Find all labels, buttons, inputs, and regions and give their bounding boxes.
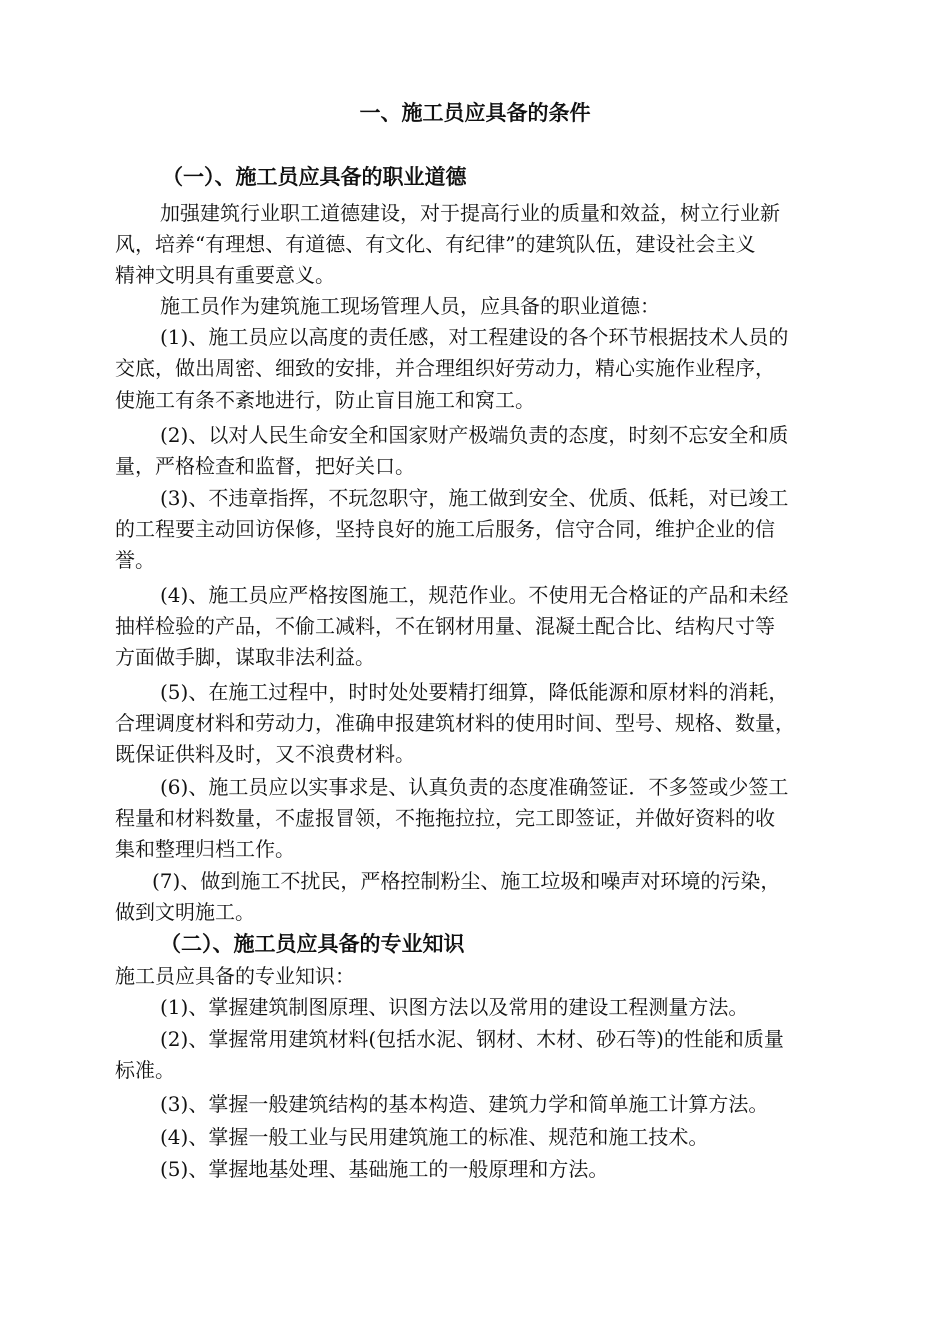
list-item-line: 既保证供料及时，又不浪费材料。: [115, 742, 415, 766]
list-item-line: 使施工有条不紊地进行，防止盲目施工和窝工。: [115, 388, 535, 412]
list-item-line: 程量和材料数量，不虚报冒领，不拖拖拉拉，完工即签证，并做好资料的收: [115, 806, 775, 830]
list-item-line: (4)、掌握一般工业与民用建筑施工的标准、规范和施工技术。: [160, 1125, 709, 1149]
list-item-line: 交底，做出周密、细致的安排，并合理组织好劳动力，精心实施作业程序，: [115, 356, 775, 380]
page-title: 一、施工员应具备的条件: [359, 101, 591, 125]
list-item-line: (3)、掌握一般建筑结构的基本构造、建筑力学和简单施工计算方法。: [160, 1092, 769, 1116]
paragraph-line: 加强建筑行业职工道德建设，对于提高行业的质量和效益，树立行业新: [160, 201, 780, 225]
list-item-line: (5)、掌握地基处理、基础施工的一般原理和方法。: [160, 1157, 609, 1181]
section-heading-ethics: （一）、施工员应具备的职业道德: [162, 165, 467, 189]
list-item-line: (6)、施工员应以实事求是、认真负责的态度准确签证．不多签或少签工: [160, 775, 789, 799]
list-item-line: 做到文明施工。: [115, 900, 255, 924]
list-item-line: 集和整理归档工作。: [115, 837, 295, 861]
list-item-line: (7)、做到施工不扰民，严格控制粉尘、施工垃圾和噪声对环境的污染，: [152, 869, 781, 893]
list-item-line: (5)、在施工过程中，时时处处要精打细算，降低能源和原材料的消耗，: [160, 680, 789, 704]
list-item-line: (3)、不违章指挥，不玩忽职守，施工做到安全、优质、低耗，对已竣工: [160, 486, 789, 510]
list-item-line: 的工程要主动回访保修，坚持良好的施工后服务，信守合同，维护企业的信: [115, 517, 775, 541]
paragraph-line: 施工员应具备的专业知识：: [115, 964, 355, 988]
paragraph-line: 精神文明具有重要意义。: [115, 263, 335, 287]
list-item-line: 合理调度材料和劳动力，准确申报建筑材料的使用时间、型号、规格、数量，: [115, 711, 795, 735]
paragraph-line: 施工员作为建筑施工现场管理人员，应具备的职业道德：: [160, 294, 660, 318]
list-item-line: 抽样检验的产品，不偷工减料，不在钢材用量、混凝土配合比、结构尺寸等: [115, 614, 775, 638]
list-item-line: 方面做手脚，谋取非法利益。: [115, 645, 375, 669]
list-item-line: 标准。: [115, 1058, 175, 1082]
list-item-line: (1)、施工员应以高度的责任感，对工程建设的各个环节根据技术人员的: [160, 325, 789, 349]
list-item-line: (2)、掌握常用建筑材料(包括水泥、钢材、木材、砂石等)的性能和质量: [160, 1027, 784, 1051]
section-heading-knowledge: （二）、施工员应具备的专业知识: [160, 932, 465, 956]
paragraph-line: 风，培养“有理想、有道德、有文化、有纪律”的建筑队伍，建设社会主义: [115, 232, 756, 256]
list-item-line: (1)、掌握建筑制图原理、识图方法以及常用的建设工程测量方法。: [160, 995, 749, 1019]
list-item-line: 量，严格检查和监督，把好关口。: [115, 454, 415, 478]
list-item-line: (2)、以对人民生命安全和国家财产极端负责的态度，时刻不忘安全和质: [160, 423, 789, 447]
list-item-line: 誉。: [115, 548, 155, 572]
list-item-line: (4)、施工员应严格按图施工，规范作业。不使用无合格证的产品和未经: [160, 583, 789, 607]
